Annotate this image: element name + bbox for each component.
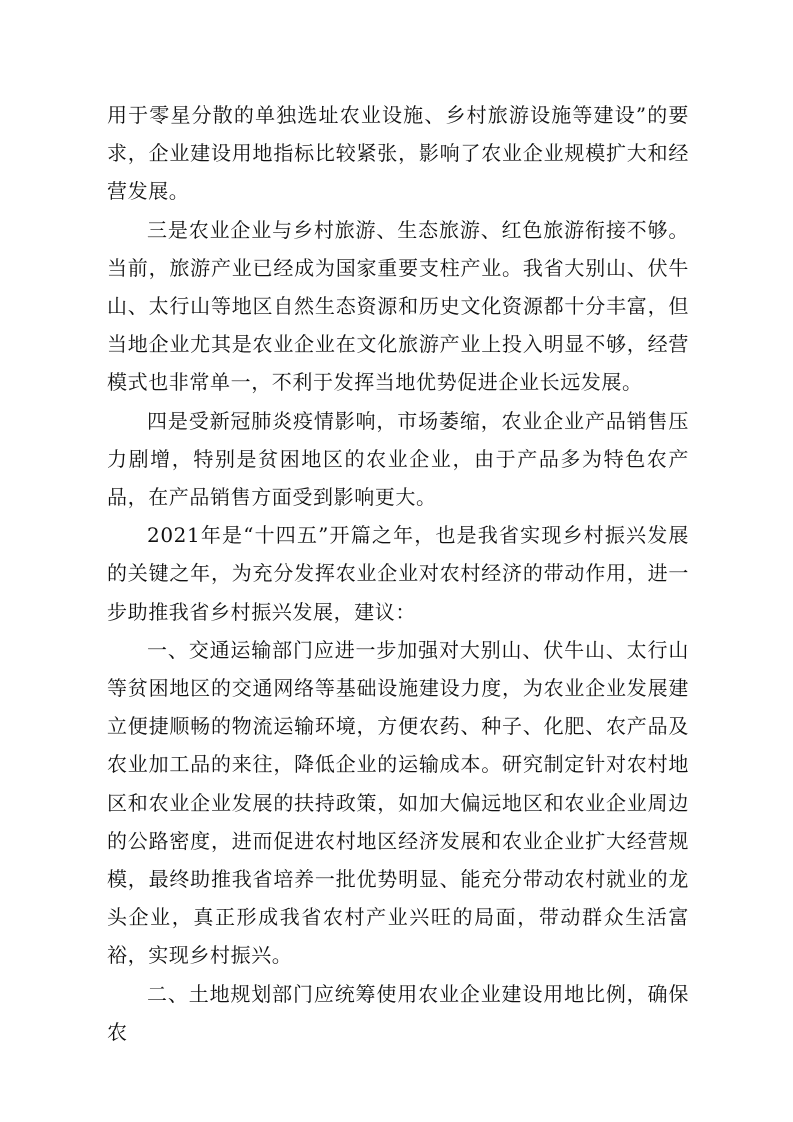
paragraph-suggestions-intro: 2021年是“十四五”开篇之年，也是我省实现乡村振兴发展的关键之年，为充分发挥农业企业对农村经济的带动作用，进一步助推我省乡村振兴发展，建议： bbox=[107, 523, 689, 624]
paragraph-suggestion-two: 二、土地规划部门应统筹使用农业企业建设用地比例，确保农 bbox=[107, 981, 689, 1044]
paragraph-point-three: 三是农业企业与乡村旅游、生态旅游、红色旅游衔接不够。当前，旅游产业已经成为国家重要支柱产业。我省大别山、伏牛山、太行山等地区自然生态资源和历史文化资源都十分丰富，但当地企业尤其是农业企业在文化旅游产业上投入明显不够，经营模式也非常单一，不利于发挥当地优势促进企业长远发展。 bbox=[107, 217, 689, 395]
paragraph-continuation: 用于零星分散的单独选址农业设施、乡村旅游设施等建设”的要求，企业建设用地指标比较紧张，影响了农业企业规模扩大和经营发展。 bbox=[107, 103, 689, 204]
paragraph-point-four: 四是受新冠肺炎疫情影响，市场萎缩，农业企业产品销售压力剧增，特别是贫困地区的农业企业，由于产品多为特色农产品，在产品销售方面受到影响更大。 bbox=[107, 408, 689, 510]
paragraph-suggestion-one: 一、交通运输部门应进一步加强对大别山、伏牛山、太行山等贫困地区的交通网络等基础设施建设力度，为农业企业发展建立便捷顺畅的物流运输环境，方便农药、种子、化肥、农产品及农业加工品的来往，降低企业的运输成本。研究制定针对农村地区和农业企业发展的扶持政策，如加大偏远地区和农业企业周边的公路密度，进而促进农村地区经济发展和农业企业扩大经营规模，最终助推我省培养一批优势明显、能充分带动农村就业的龙头企业，真正形成我省农村产业兴旺的局面，带动群众生活富裕，实现乡村振兴。 bbox=[107, 637, 689, 968]
document-body bbox=[107, 96, 689, 1051]
